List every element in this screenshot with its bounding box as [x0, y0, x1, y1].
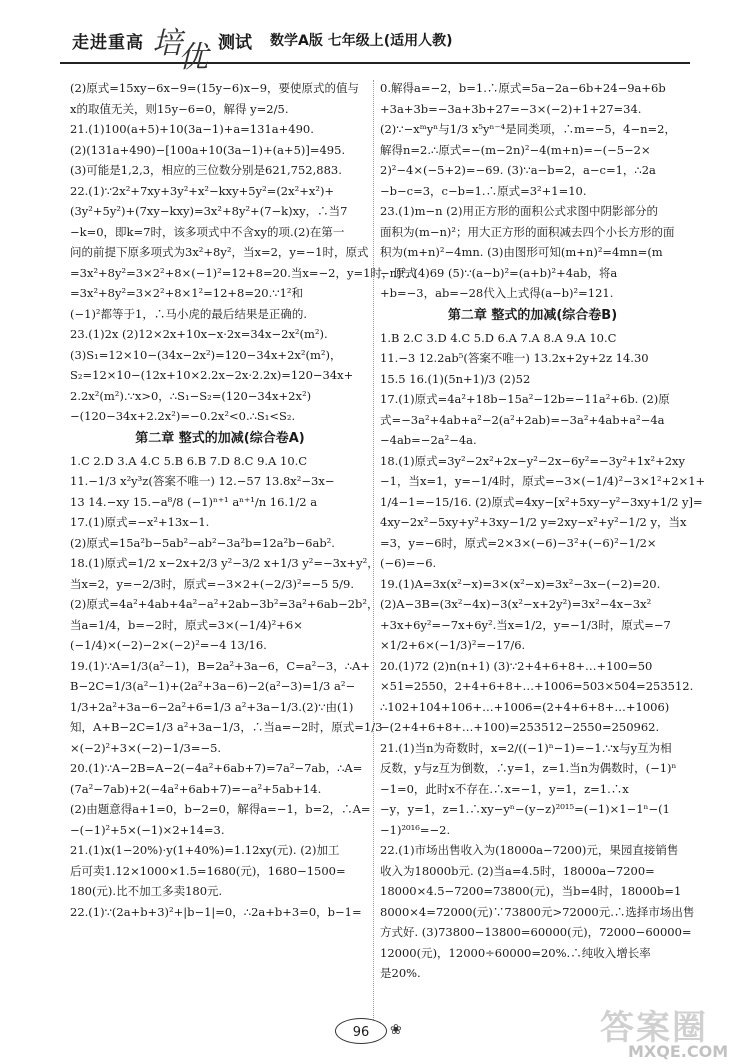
answer-line: +b=−3，ab=−28代入上式得(a−b)²=121.	[380, 286, 614, 300]
answer-line: 12000(元)，12000÷60000=20%.∴纯收入增长率	[380, 945, 651, 960]
answer-line: −(120−34x+2.2x²)=−0.2x²<0.∴S₁<S₂.	[70, 409, 296, 423]
answer-line: 是20%.	[380, 966, 421, 980]
watermark-text: 答案圈	[600, 1008, 708, 1048]
answer-line: 后可卖1.12×1000×1.5=1680(元)，1680−1500=	[70, 863, 346, 878]
answer-line: 知，A+B−2C=1/3 a²+3a−1/3，∴当a=−2时，原式=1/3	[70, 720, 383, 734]
answer-line: (2)由题意得a+1=0，b−2=0，解得a=−1，b=2，∴A=	[70, 802, 371, 816]
brand-logo-char-1: 培	[152, 26, 182, 61]
watermark	[600, 1000, 750, 1064]
answer-line: (2)原式=15xy−6x−9=(15y−6)x−9，要使原式的值与	[70, 81, 360, 95]
answer-line: −n)². (4)69 (5)∵(a−b)²=(a+b)²+4ab，将a	[380, 265, 618, 280]
answer-line: (3)S₁=12×10−(34x−2x²)=120−34x+2x²(m²)，	[70, 347, 342, 362]
answer-line: 18000×4.5−7200=73800(元)，当b=4时，18000b=1	[380, 884, 682, 898]
answer-line: 方式好. (3)73800−13800=60000(元)，72000−60000=	[380, 925, 692, 939]
answer-line: 式=−3a²+4ab+a²−2(a²+2ab)=−3a²+4ab+a²−4a	[380, 412, 665, 427]
answer-line: 22.(1)∵(2a+b+3)²+|b−1|=0，∴2a+b+3=0，b−1=	[70, 904, 362, 919]
answer-line: 17.(1)原式=4a²+18b−15a²−12b=−11a²+6b. (2)原	[380, 392, 670, 406]
answer-line: 18.(1)原式=3y²−2x²+2x−y²−2x−6y²=−3y²+1x²+2xy	[380, 453, 686, 468]
section-title-b: 第二章 整式的加减(综合卷B)	[447, 307, 618, 323]
answer-line: 17.(1)原式=−x²+13x−1.	[70, 515, 210, 529]
answer-line: +3a+3b=−3a+3b+27=−3×(−2)+1+27=34.	[380, 101, 642, 116]
answer-line: −(−1)²+5×(−1)×2+14=3.	[70, 822, 225, 837]
answer-line: (7a²−7ab)+2(−4a²+6ab+7)=−a²+5ab+14.	[70, 781, 322, 796]
answer-line: B−2C=1/3(a²−1)+(2a²+3a−6)−2(a²−3)=1/3 a²−	[70, 679, 356, 693]
book-subtitle: 数学A版 七年级上(适用人教)	[270, 33, 453, 49]
answer-line: 2)²−4×(−5+2)=−69. (3)∵a−b=2，a−c=1，∴2a	[380, 163, 656, 177]
answer-line: 15.5 16.(1)(5n+1)/3 (2)52	[380, 371, 531, 386]
answer-line: 18.(1)原式=1/2 x−2x+2/3 y²−3/2 x+1/3 y²=−3x+y²，	[70, 556, 379, 570]
answer-line: 19.(1)∵A=1/3(a²−1)，B=2a²+3a−6，C=a²−3，∴A+	[70, 658, 370, 673]
answer-line: 1.C 2.D 3.A 4.C 5.B 6.B 7.D 8.C 9.A 10.C	[70, 453, 308, 468]
answer-line: ∴102+104+106+…+1006=(2+4+6+8+…+1006)	[380, 699, 670, 714]
answer-line: 180(元).比不加工多卖180元.	[70, 884, 223, 898]
answer-line: 1/3+2a²+3a−6−2a²+6=1/3 a²+3a−1/3.(2)∵由(1)	[70, 699, 354, 714]
answer-line: ×(−2)²+3×(−2)−1/3=−5.	[70, 740, 222, 755]
answer-line: 反数，y与z互为倒数，∴y=1，z=1.当n为偶数时，(−1)ⁿ	[380, 761, 677, 775]
answer-line: (2)∵−xᵐyⁿ与1/3 x⁵yⁿ⁻⁴是同类项，∴m=−5，4−n=2，	[380, 122, 676, 136]
flower-ornament-icon: ❀	[390, 1022, 402, 1038]
answer-line: −1=0，此时x不存在.∴x=−1，y=1，z=1.∴x	[380, 781, 629, 796]
answer-line: 面积为(m−n)²；用大正方形的面积减去四个小长方形的面	[380, 224, 675, 239]
answer-line: 当x=2，y=−2/3时，原式=−3×2+(−2/3)²=−5 5/9.	[70, 576, 355, 591]
column-divider	[373, 80, 374, 1020]
answer-line: 21.(1)当n为奇数时，x=2/((−1)ⁿ−1)=−1.∵x与y互为相	[380, 740, 672, 755]
answer-line: 8000×4=72000(元)∵73800元>72000元.∴选择市场出售	[380, 904, 695, 919]
answer-line: 23.(1)m−n (2)用正方形的面积公式求图中阴影部分的	[380, 204, 658, 218]
page-number: 96	[352, 1025, 370, 1040]
answer-line: 19.(1)A=3x(x²−x)=3×(x²−x)=3x²−3x−(−2)=20.	[380, 576, 661, 591]
answer-line: ×1/2+6×(−1/3)²=−17/6.	[380, 638, 526, 652]
answer-line: −1，当x=1，y=−1/4时，原式=−3×(−1/4)²−3×1²+2×1+	[380, 474, 706, 488]
answer-line: 13 14.−xy 15.−a⁸/8 (−1)ⁿ⁺¹ aⁿ⁺¹/n 16.1/2 a	[70, 494, 318, 509]
answer-line: (−6)=−6.	[380, 556, 437, 570]
answer-line: 20.(1)∵A−2B=A−2(−4a²+6ab+7)=7a²−7ab，∴A=	[70, 761, 363, 775]
brand-title: 走进重高	[72, 33, 144, 53]
watermark-url: MXQE.COM	[628, 1042, 729, 1061]
brand-test-label: 测试	[218, 33, 252, 53]
answer-line: 23.(1)2x (2)12×2x+10x−x·2x=34x−2x²(m²).	[70, 327, 328, 341]
page-number-badge	[335, 1018, 387, 1044]
answer-line: (−1)²都等于1，∴马小虎的最后结果是正确的.	[70, 306, 308, 321]
answer-line: 1.B 2.C 3.D 4.C 5.D 6.A 7.A 8.A 9.A 10.C	[380, 330, 617, 345]
answer-line: (2)(131a+490)−[100a+10(3a−1)+(a+5)]=495.	[70, 142, 346, 157]
answer-line: 11.−1/3 x²y³z(答案不唯一) 12.−57 13.8x²−3x−	[70, 474, 335, 488]
answer-line: 当a=1/4，b=−2时，原式=3×(−1/4)²+6×	[70, 617, 303, 632]
answer-line: =3x²+8y²=3×2²+8×(−1)²=12+8=20.当x=−2，y=1时，原式	[70, 265, 417, 280]
answer-line: (3)可能是1,2,3，相应的三位数分别是621,752,883.	[70, 163, 342, 177]
answer-line: 4xy−2x²−5xy+y²+3xy−1/2 y=2xy−x²+y²−1/2 y，当x	[380, 515, 687, 529]
answer-line: −1)²⁰¹⁶=−2.	[380, 822, 451, 837]
brand-logo-char-2: 优	[178, 40, 208, 75]
answer-line: 22.(1)市场出售收入为(18000a−7200)元，果园直接销售	[380, 843, 679, 857]
section-title-a: 第二章 整式的加减(综合卷A)	[135, 430, 305, 446]
answer-line: (3y²+5y²)+(7xy−kxy)=3x²+8y²+(7−k)xy，∴当7	[70, 204, 348, 218]
answer-line: −y，y=1，z=1.∴xy−yⁿ−(y−z)²⁰¹⁵=(−1)×1−1ⁿ−(1	[380, 802, 670, 816]
answer-line: =3，y=−6时，原式=2×3×(−6)−3²+(−6)²−1/2×	[380, 535, 657, 550]
answer-line: +3x+6y²=−7x+6y².当x=1/2，y=−1/3时，原式=−7	[380, 617, 671, 632]
answer-line: (2)A−3B=(3x²−4x)−3(x²−x+2y²)=3x²−4x−3x²	[380, 597, 652, 611]
answer-line: (2)原式=4a²+4ab+4a²−a²+2ab−3b²=3a²+6ab−2b²，	[70, 597, 379, 611]
answer-line: 积为(m+n)²−4mn. (3)由图形可知(m+n)²=4mn=(m	[380, 245, 663, 259]
answer-line: (−1/4)×(−2)−2×(−2)²=−4 13/16.	[70, 638, 267, 652]
answer-line: −k=0，即k=7时，该多项式中不含xy的项.(2)在第一	[70, 224, 345, 239]
answer-line: 解得n=2.∴原式=−(m−2n)²−4(m+n)=−(−5−2×	[380, 142, 651, 157]
answer-line: −(2+4+6+8+…+100)=253512−2550=250962.	[380, 720, 660, 734]
answer-line: 1/4−1=−15/16. (2)原式=4xy−[x²+5xy−y²−3xy+1/2 y]=	[380, 494, 703, 509]
answer-line: S₂=12×10−(12x+10×2.2x−2x·2.2x)=120−34x+	[70, 368, 354, 382]
answer-line: 20.(1)72 (2)n(n+1) (3)∵2+4+6+8+…+100=50	[380, 658, 653, 673]
answer-line: 21.(1)x(1−20%)·y(1+40%)=1.12xy(元). (2)加工	[70, 843, 340, 857]
answer-line: 21.(1)100(a+5)+10(3a−1)+a=131a+490.	[70, 122, 314, 136]
answer-line: 0.解得a=−2，b=1.∴原式=5a−2a−6b+24−9a+6b	[380, 81, 666, 95]
answer-line: −b−c=3，c−b=1.∴原式=3²+1=10.	[380, 183, 587, 198]
answer-line: =3x²+8y²=3×2²+8×1²=12+8=20.∵1²和	[70, 286, 304, 300]
answer-line: ×51=2550，2+4+6+8+…+1006=503×504=253512.	[380, 679, 694, 693]
answer-line: 11.−3 12.2ab⁵(答案不唯一) 13.2x+2y+2z 14.30	[380, 351, 649, 365]
right-column	[380, 78, 706, 984]
page-header	[60, 18, 690, 75]
answer-line: x的取值无关，则15y−6=0，解得 y=2/5.	[70, 101, 289, 116]
answer-line: (2)原式=15a²b−5ab²−ab²−3a²b=12a²b−6ab².	[70, 535, 335, 550]
answer-line: 22.(1)∵2x²+7xy+3y²+x²−kxy+5y²=(2x²+x²)+	[70, 183, 335, 198]
answer-line: 收入为18000b元. (2)当a=4.5时，18000a−7200=	[380, 863, 655, 878]
answer-line: 2.2x²(m²).∵x>0，∴S₁−S₂=(120−34x+2x²)	[70, 388, 312, 403]
answer-line: −4ab=−2a²−4a.	[380, 433, 477, 447]
answer-line: 问的前提下原多项式为3x²+8y²，当x=2，y=−1时，原式	[70, 245, 369, 259]
